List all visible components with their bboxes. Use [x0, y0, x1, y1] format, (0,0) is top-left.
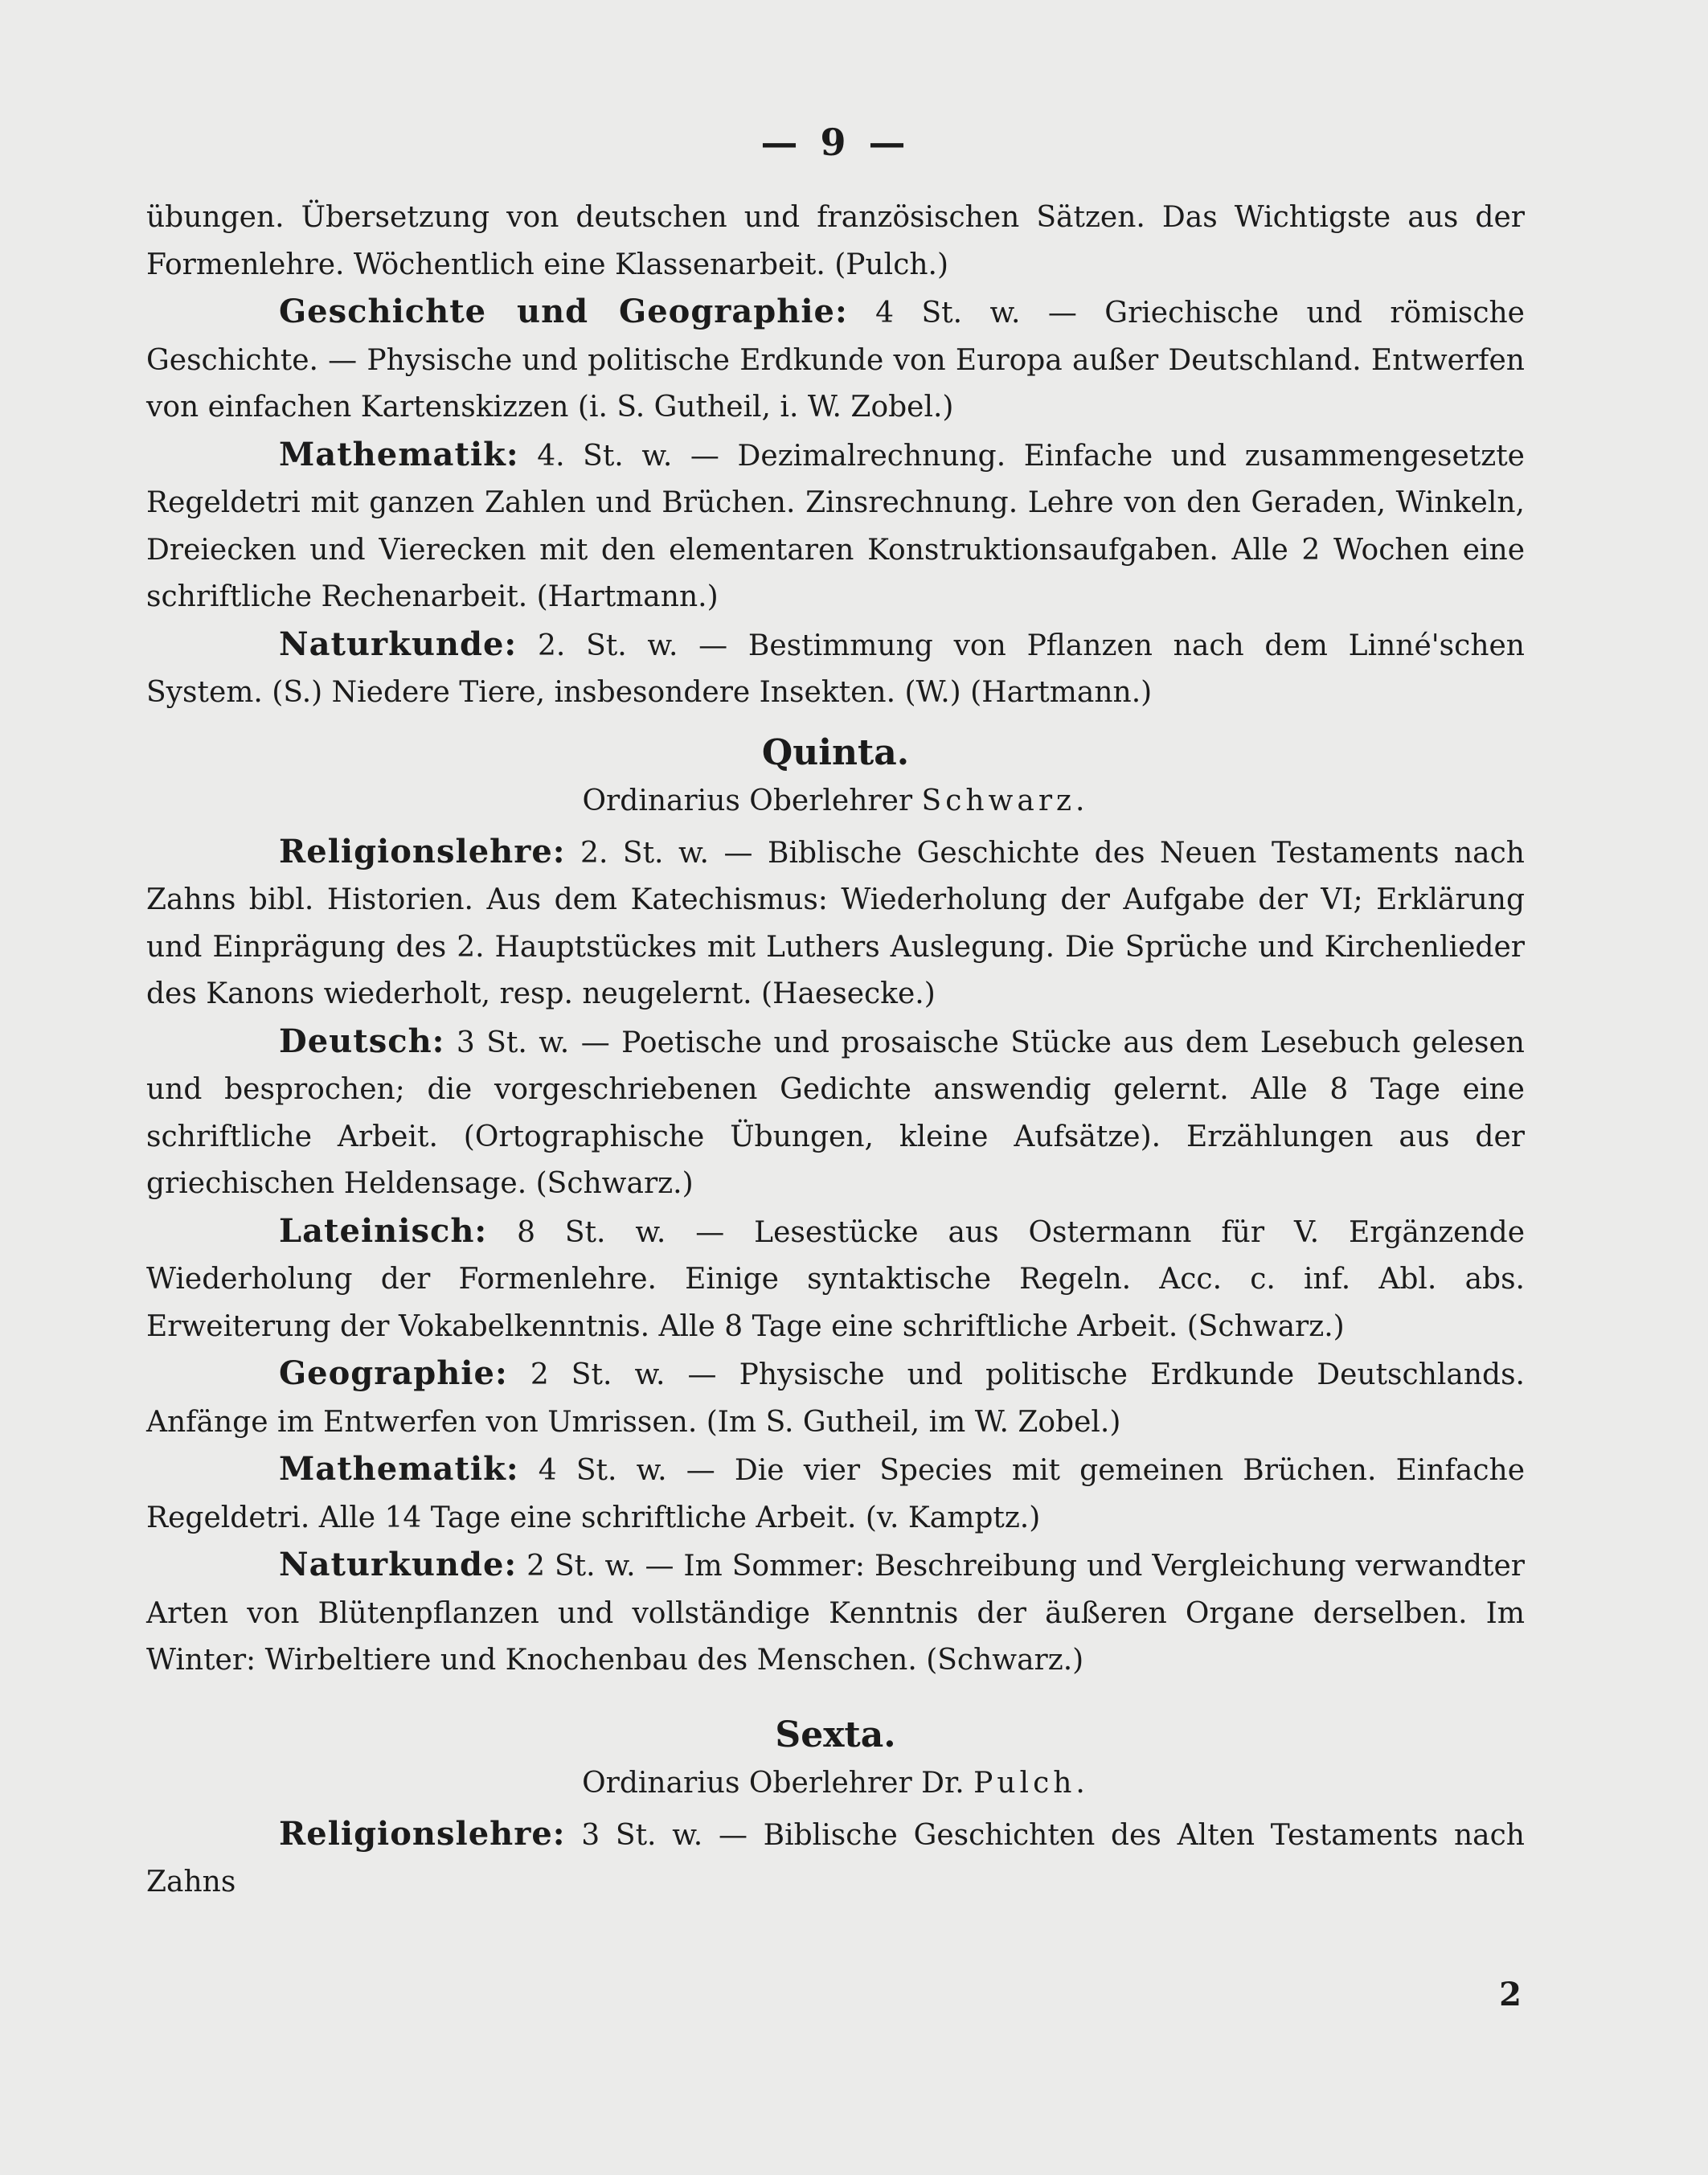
ordinarius-name: Pulch. — [973, 1767, 1089, 1800]
section-title-sexta: Sexta. — [775, 1714, 896, 1755]
subject-heading: Naturkunde: — [279, 625, 518, 663]
paragraph-geographie — [146, 1350, 1525, 1446]
paragraph-religionslehre — [146, 829, 1525, 1018]
subject-heading: Mathematik: — [279, 435, 519, 473]
subject-heading: Mathematik: — [279, 1450, 519, 1488]
ordinarius-prefix: Ordinarius Oberlehrer Dr. — [582, 1767, 974, 1800]
paragraph-mathematik-quinta — [146, 1446, 1525, 1542]
paragraph-text: 3 St. w. — Biblische Geschichten des Alten Testaments nach Zahns — [146, 1818, 1525, 1899]
paragraph-continued: übungen. Übersetzung von deutschen und französischen Sätzen. Das Wichtigste aus der Formenlehre. Wöchentlich eine Klassenarbeit. (Pulch.) — [146, 201, 1525, 281]
paragraph-naturkunde-quinta — [146, 1542, 1525, 1685]
signature-mark: 2 — [1499, 1976, 1522, 2013]
paragraph-lateinisch — [146, 1208, 1525, 1351]
ordinarius-name: Schwarz. — [921, 784, 1089, 817]
body-text — [146, 195, 1525, 1907]
subject-heading: Geschichte und Geographie: — [279, 293, 848, 330]
subject-heading: Lateinisch: — [279, 1211, 488, 1250]
ordinarius-quinta — [146, 778, 1525, 825]
subject-heading: Religionslehre: — [279, 1814, 566, 1853]
subject-heading: Religionslehre: — [279, 832, 566, 870]
document-page — [146, 121, 1525, 2130]
subject-heading: Deutsch: — [279, 1022, 445, 1060]
paragraph-text: 4. St. w. — Dezimalrechnung. Einfache und zusammengesetzte Regeldetri mit ganzen Zahlen und Brüchen. Zinsrechnung. Lehre von den Geraden, Winkeln, Dreiecken und Vierecken mit den elementaren Konstruktionsaufgaben. Alle 2 Wochen eine schriftliche Rechenarbeit. (Hartmann.) — [146, 439, 1525, 613]
ordinarius-prefix: Ordinarius Oberlehrer — [582, 784, 922, 817]
paragraph-text: 8 St. w. — Lesestücke aus Ostermann für V. Ergänzende Wiederholung der Formenlehre. Einige syntaktische Regeln. Acc. c. inf. Abl. abs. Erweiterung der Vokabelkenntnis. Alle 8 Tage eine schriftliche Arbeit. (Schwarz.) — [146, 1215, 1525, 1343]
page-number: — 9 — — [760, 121, 911, 164]
section-title-quinta: Quinta. — [761, 731, 910, 773]
paragraph-text: 4 St. w. — Griechische und römische Geschichte. — Physische und politische Erdkunde von Europa außer Deutschland. Entwerfen von einfachen Kartenskizzen (i. S. Gutheil, i. W. Zobel.) — [146, 297, 1525, 424]
paragraph-text: 3 St. w. — Poetische und prosaische Stücke aus dem Lesebuch gelesen und besprochen; die vorgeschriebenen Gedichte answendig gelernt. Alle 8 Tage eine schriftliche Arbeit. (Ortographische Übungen, kleine Aufsätze). Erzählungen aus der griechischen Heldensage. (Schwarz.) — [146, 1026, 1525, 1200]
paragraph-text: 4 St. w. — Die vier Species mit gemeinen Brüchen. Einfache Regeldetri. Alle 14 Tage eine schriftliche Arbeit. (v. Kamptz.) — [146, 1454, 1525, 1534]
paragraph-naturkunde — [146, 621, 1525, 717]
subject-heading: Naturkunde: — [279, 1546, 518, 1583]
paragraph-text: 2 St. w. — Im Sommer: Beschreibung und Vergleichung verwandter Arten von Blütenpflanzen und vollständige Kenntnis der äußeren Organe derselben. Im Winter: Wirbeltiere und Knochenbau des Menschen. (Schwarz.) — [146, 1550, 1525, 1677]
paragraph-mathematik — [146, 432, 1525, 621]
paragraph-geschichte — [146, 289, 1525, 432]
paragraph-deutsch — [146, 1018, 1525, 1208]
paragraph-text: 2. St. w. — Bestimmung von Pflanzen nach dem Linné'schen System. (S.) Niedere Tiere, insbesondere Insekten. (W.) (Hartmann.) — [146, 629, 1525, 709]
subject-heading: Geographie: — [279, 1354, 508, 1392]
ordinarius-sexta — [146, 1760, 1525, 1808]
paragraph-text: 2. St. w. — Biblische Geschichte des Neuen Testaments nach Zahns bibl. Historien. Aus dem Katechismus: Wiederholung der Aufgabe der VI; Erklärung und Einprägung des 2. Hauptstückes mit Luthers Auslegung. Die Sprüche und Kirchenlieder des Kanons wiederholt, resp. neugelernt. (Haesecke.) — [146, 836, 1525, 1010]
paragraph-religionslehre-sexta — [146, 1811, 1525, 1907]
paragraph-text: 2 St. w. — Physische und politische Erdkunde Deutschlands. Anfänge im Entwerfen von Umrissen. (Im S. Gutheil, im W. Zobel.) — [146, 1358, 1525, 1439]
